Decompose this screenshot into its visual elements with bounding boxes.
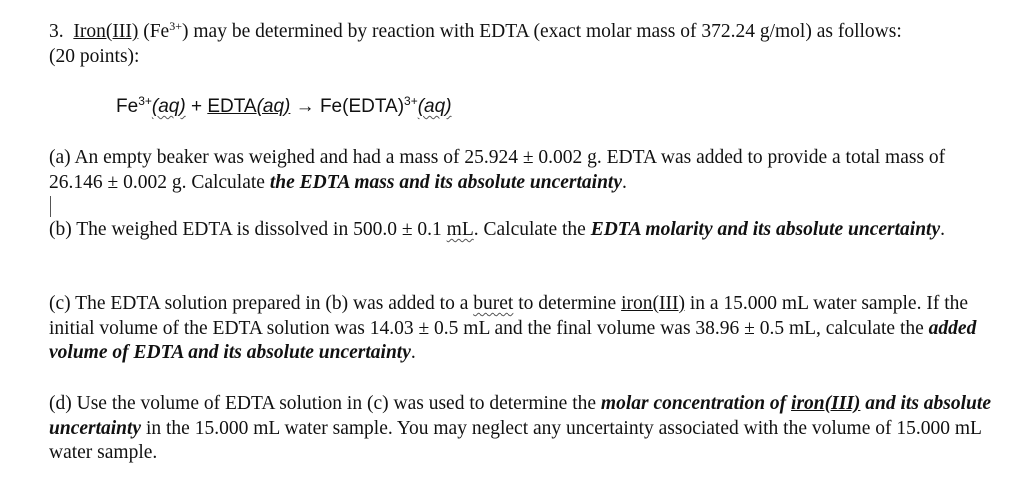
eq-aq-2: (aq) <box>256 96 291 117</box>
part-c-text-1: (c) The EDTA solution prepared in (b) was added to a <box>49 293 474 314</box>
part-b-unit: mL <box>446 219 474 240</box>
part-b <box>49 218 964 243</box>
eq-fe-charge: 3+ <box>138 94 152 108</box>
part-c-text-2: to determine <box>513 293 622 314</box>
arrow-icon: → <box>290 96 320 117</box>
eq-aq-1: (aq) <box>151 96 186 117</box>
fe-charge: 3+ <box>169 19 182 33</box>
part-c-text-3: in a 15.000 mL water sample. If the initial volume of the EDTA solution was 14.03 ± 0.5 mL and the final volume was 38.96 ± 0.5 mL, calculate the <box>49 293 969 339</box>
part-a-emphasis: the EDTA mass and its absolute uncertainty <box>269 171 622 193</box>
eq-edta: EDTA <box>207 96 257 117</box>
eq-product: Fe(EDTA) <box>319 96 405 117</box>
part-b-emphasis: EDTA molarity and its absolute uncertainty <box>590 219 941 240</box>
iron-link-text: Iron(III) <box>73 21 139 42</box>
eq-plus: + <box>185 96 208 117</box>
part-c-end: . <box>410 342 416 363</box>
question-text: ) may be determined by reaction with EDTA (exact molar mass of 372.24 g/mol) as follows: <box>182 21 902 42</box>
reaction-equation <box>116 96 452 118</box>
part-b-end: . <box>940 219 946 240</box>
part-d-emphasis-1: molar concentration of <box>600 393 792 414</box>
part-c-iron: iron(III) <box>621 293 685 314</box>
question-points: (20 points): <box>49 45 140 67</box>
eq-aq-3: (aq) <box>417 96 452 117</box>
part-a <box>49 146 984 195</box>
part-b-text: (b) The weighed EDTA is dissolved in 500.0 ± 0.1 <box>49 219 447 240</box>
text-cursor <box>50 196 51 217</box>
fe-label: (Fe <box>138 21 170 42</box>
part-d-emphasis-iron: iron(III) <box>791 393 861 414</box>
part-a-end: . <box>622 171 627 193</box>
part-d <box>49 392 1020 466</box>
eq-fe: Fe <box>116 96 139 117</box>
part-d-text-2: in the 15.000 mL water sample. You may neglect any uncertainty associated with the volume of 15.000 mL water sample. <box>49 417 982 463</box>
question-number: 3. <box>49 21 64 42</box>
part-d-emphasis-2: and its absolute uncertainty <box>49 393 991 439</box>
question-intro <box>49 20 1018 69</box>
eq-product-charge: 3+ <box>404 94 418 108</box>
part-d-text-1: (d) Use the volume of EDTA solution in (c) was used to determine the <box>49 393 601 414</box>
part-c <box>49 292 1000 366</box>
part-b-mid: . Calculate the <box>473 219 591 240</box>
part-a-text: (a) An empty beaker was weighed and had a mass of 25.924 ± 0.002 g. EDTA was added to provide a total mass of 26.146 ± 0.002 g. Calculate <box>49 147 946 193</box>
part-c-emphasis: added volume of EDTA and its absolute uncertainty <box>49 317 977 363</box>
part-c-buret: buret <box>473 293 514 314</box>
